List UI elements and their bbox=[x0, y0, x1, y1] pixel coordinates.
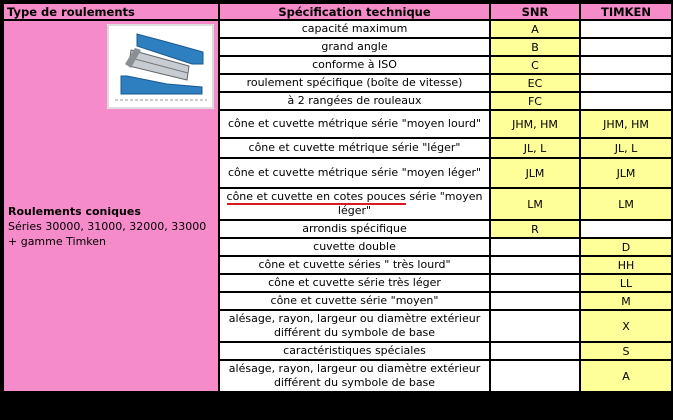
timken-code-cell: A bbox=[581, 361, 671, 391]
bearing-type-title: Roulements coniques bbox=[8, 204, 141, 218]
bearing-codes-table bbox=[2, 2, 673, 393]
spec-cell: cône et cuvette métrique série "léger" bbox=[220, 139, 489, 157]
timken-code-cell: M bbox=[581, 293, 671, 309]
snr-code-cell bbox=[491, 257, 579, 273]
timken-code-cell: LL bbox=[581, 275, 671, 291]
snr-code-cell bbox=[491, 361, 579, 391]
snr-code-cell: C bbox=[491, 57, 579, 73]
timken-code-cell bbox=[581, 21, 671, 37]
spec-cell: cuvette double bbox=[220, 239, 489, 255]
spec-cell: cône et cuvette série "moyen" bbox=[220, 293, 489, 309]
snr-code-cell: R bbox=[491, 221, 579, 237]
spec-cell: alésage, rayon, largeur ou diamètre extérieur différent du symbole de base bbox=[220, 311, 489, 341]
snr-code-cell: JL, L bbox=[491, 139, 579, 157]
snr-code-cell: B bbox=[491, 39, 579, 55]
spec-cell: cône et cuvette métrique série "moyen lourd" bbox=[220, 111, 489, 137]
timken-code-cell: JLM bbox=[581, 159, 671, 187]
header-spec: Spécification technique bbox=[220, 4, 489, 19]
timken-code-cell bbox=[581, 93, 671, 109]
timken-code-cell bbox=[581, 221, 671, 237]
tapered-roller-bearing-image bbox=[107, 24, 214, 109]
snr-code-cell bbox=[491, 311, 579, 341]
spec-cell: à 2 rangées de rouleaux bbox=[220, 93, 489, 109]
snr-code-cell bbox=[491, 275, 579, 291]
table-row bbox=[4, 21, 671, 37]
timken-code-cell bbox=[581, 39, 671, 55]
bearing-type-description: Séries 30000, 31000, 32000, 33000 + gamme Timken bbox=[8, 219, 207, 248]
timken-code-cell: JHM, HM bbox=[581, 111, 671, 137]
spec-rest-text: série "moyen léger" bbox=[337, 190, 483, 217]
header-type: Type de roulements bbox=[4, 4, 218, 19]
spec-underlined-text: cône et cuvette en cotes pouces bbox=[226, 190, 406, 203]
spec-cell: arrondis spécifique bbox=[220, 221, 489, 237]
snr-code-cell: A bbox=[491, 21, 579, 37]
spec-cell: cône et cuvette métrique série "moyen léger" bbox=[220, 159, 489, 187]
timken-code-cell: S bbox=[581, 343, 671, 359]
spec-cell bbox=[220, 189, 489, 219]
spec-cell: conforme à ISO bbox=[220, 57, 489, 73]
snr-code-cell: JLM bbox=[491, 159, 579, 187]
snr-code-cell bbox=[491, 293, 579, 309]
snr-code-cell bbox=[491, 239, 579, 255]
snr-code-cell: LM bbox=[491, 189, 579, 219]
timken-code-cell bbox=[581, 75, 671, 91]
spec-cell: roulement spécifique (boîte de vitesse) bbox=[220, 75, 489, 91]
timken-code-cell: X bbox=[581, 311, 671, 341]
timken-code-cell: D bbox=[581, 239, 671, 255]
bearing-type-label bbox=[6, 204, 216, 249]
spec-cell: alésage, rayon, largeur ou diamètre extérieur différent du symbole de base bbox=[220, 361, 489, 391]
timken-code-cell bbox=[581, 57, 671, 73]
spec-cell: capacité maximum bbox=[220, 21, 489, 37]
spec-cell: cône et cuvette séries " très lourd" bbox=[220, 257, 489, 273]
snr-code-cell: JHM, HM bbox=[491, 111, 579, 137]
timken-code-cell: HH bbox=[581, 257, 671, 273]
timken-code-cell: JL, L bbox=[581, 139, 671, 157]
timken-code-cell: LM bbox=[581, 189, 671, 219]
spec-cell: grand angle bbox=[220, 39, 489, 55]
spec-cell: caractéristiques spéciales bbox=[220, 343, 489, 359]
spec-cell: cône et cuvette série très léger bbox=[220, 275, 489, 291]
header-timken: TIMKEN bbox=[581, 4, 671, 19]
header-row bbox=[4, 4, 671, 19]
snr-code-cell: FC bbox=[491, 93, 579, 109]
snr-code-cell bbox=[491, 343, 579, 359]
snr-code-cell: EC bbox=[491, 75, 579, 91]
header-snr: SNR bbox=[491, 4, 579, 19]
bearing-cross-section-icon bbox=[107, 24, 214, 109]
